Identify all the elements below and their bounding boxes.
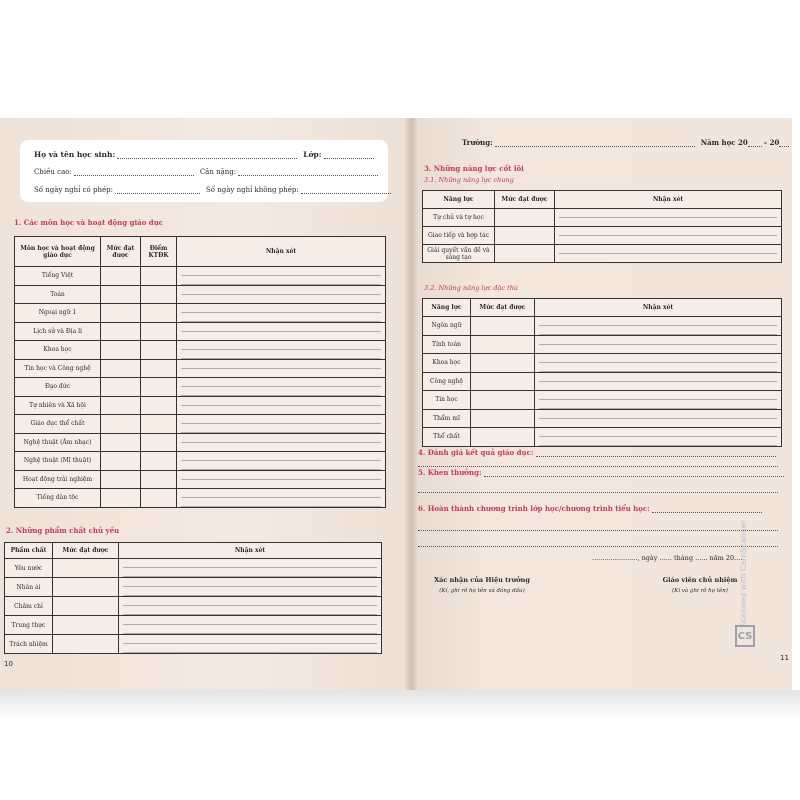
subject-value-cell[interactable]	[141, 341, 177, 360]
specific-competency-comment-lines	[539, 391, 777, 409]
specific-competency-comment-lines	[539, 354, 777, 372]
section-6-title: 6. Hoàn thành chương trình lớp học/chương trình tiểu học:	[418, 504, 650, 513]
subject-comment-cell[interactable]	[177, 452, 386, 471]
specific-competency-comment-cell[interactable]	[535, 354, 782, 373]
general-competency-row	[423, 209, 782, 227]
specific-competency-value-cell[interactable]	[471, 335, 535, 354]
height-weight-row	[34, 168, 378, 176]
general-competency-comment-lines	[559, 227, 777, 244]
subject-comment-lines	[181, 397, 381, 415]
specific-competency-row-label: Thể chất	[423, 428, 471, 447]
subject-row	[15, 415, 386, 434]
section-5-row	[418, 468, 784, 477]
subject-value-cell[interactable]	[101, 378, 141, 397]
subject-row-label: Giáo dục thể chất	[15, 415, 101, 434]
section-5-title: 5. Khen thưởng:	[418, 468, 482, 477]
quality-row-label: Nhân ái	[5, 578, 53, 597]
qualities-header-quality: Phẩm chất	[5, 543, 53, 559]
specific-competencies-table	[422, 298, 782, 447]
subject-comment-cell[interactable]	[177, 267, 386, 286]
specific-competency-comment-cell[interactable]	[535, 391, 782, 410]
subject-row	[15, 267, 386, 286]
quality-row	[5, 597, 382, 616]
general-competency-value-cell[interactable]	[495, 209, 555, 227]
specific-competency-row-label: Tính toán	[423, 335, 471, 354]
section-4-title: 4. Đánh giá kết quả giáo dục:	[418, 448, 534, 457]
subject-comment-cell[interactable]	[177, 341, 386, 360]
qualities-table-body	[5, 559, 382, 654]
specific-competency-comment-cell[interactable]	[535, 409, 782, 428]
subject-comment-lines	[181, 489, 381, 507]
specific-competency-row	[423, 335, 782, 354]
specific-competency-value-cell[interactable]	[471, 317, 535, 336]
subject-comment-cell[interactable]	[177, 322, 386, 341]
subject-comment-cell[interactable]	[177, 378, 386, 397]
subject-value-cell[interactable]	[101, 304, 141, 323]
specific-competency-row	[423, 391, 782, 410]
subject-value-cell[interactable]	[141, 359, 177, 378]
subject-comment-cell[interactable]	[177, 489, 386, 508]
specific-competency-row-label: Ngôn ngữ	[423, 317, 471, 336]
student-name-row	[34, 150, 374, 159]
subjects-header-subject: Môn học và hoạt động giáo dục	[15, 237, 101, 267]
specific-competency-row	[423, 372, 782, 391]
section-5-field[interactable]	[484, 470, 784, 477]
school-year-start-field[interactable]	[748, 140, 762, 147]
subject-row	[15, 341, 386, 360]
section-6-line-2[interactable]	[418, 524, 778, 531]
subject-value-cell[interactable]	[101, 322, 141, 341]
principal-note: (Kí, ghi rõ họ tên và đóng dấu)	[439, 588, 525, 594]
subject-value-cell[interactable]	[101, 341, 141, 360]
subject-value-cell[interactable]	[101, 470, 141, 489]
quality-value-cell[interactable]	[53, 616, 119, 635]
subject-row-label: Nghệ thuật (Mĩ thuật)	[15, 452, 101, 471]
subjects-header-level: Mức đạt được	[101, 237, 141, 267]
quality-comment-lines	[123, 559, 377, 577]
subject-row-label: Tiếng dân tộc	[15, 489, 101, 508]
section-3-title: 3. Những năng lực cốt lõi	[424, 164, 524, 173]
specific-competency-row	[423, 317, 782, 336]
specific-table-body	[423, 317, 782, 447]
general-competency-comment-cell[interactable]	[555, 245, 782, 263]
school-year-end-field[interactable]	[779, 140, 789, 147]
subject-comment-lines	[181, 415, 381, 433]
subjects-header-comment: Nhận xét	[177, 237, 386, 267]
subject-comment-lines	[181, 452, 381, 470]
general-competency-row	[423, 245, 782, 263]
student-info-box	[20, 140, 388, 202]
absent-excused-field[interactable]	[115, 187, 200, 194]
section-5-line-2[interactable]	[418, 486, 778, 493]
subject-row-label: Toán	[15, 285, 101, 304]
left-page	[0, 118, 412, 690]
general-header-competency: Năng lực	[423, 191, 495, 209]
specific-competency-comment-lines	[539, 410, 777, 428]
subjects-table-body	[15, 267, 386, 508]
subject-comment-lines	[181, 286, 381, 304]
school-field[interactable]	[495, 140, 695, 147]
subject-comment-cell[interactable]	[177, 396, 386, 415]
page-shadow	[0, 690, 800, 720]
subject-comment-lines	[181, 360, 381, 378]
general-competency-value-cell[interactable]	[495, 245, 555, 263]
general-competency-row	[423, 227, 782, 245]
subject-comment-lines	[181, 323, 381, 341]
quality-comment-cell[interactable]	[119, 559, 382, 578]
subject-value-cell[interactable]	[141, 267, 177, 286]
specific-competency-comment-cell[interactable]	[535, 317, 782, 336]
right-page-number: 11	[780, 654, 789, 662]
subject-comment-cell[interactable]	[177, 415, 386, 434]
subject-row	[15, 359, 386, 378]
quality-value-cell[interactable]	[53, 578, 119, 597]
specific-competency-comment-lines	[539, 317, 777, 335]
general-competency-row-label: Giải quyết vấn đề và sáng tạo	[423, 245, 495, 263]
subject-value-cell[interactable]	[141, 378, 177, 397]
qualities-header-level: Mức đạt được	[53, 543, 119, 559]
quality-value-cell[interactable]	[53, 635, 119, 654]
subject-comment-lines	[181, 434, 381, 452]
subject-row	[15, 489, 386, 508]
camscanner-watermark	[735, 520, 765, 670]
subject-comment-cell[interactable]	[177, 359, 386, 378]
subject-row	[15, 322, 386, 341]
subject-value-cell[interactable]	[101, 452, 141, 471]
section-4-row	[418, 448, 776, 457]
quality-value-cell[interactable]	[53, 597, 119, 616]
teacher-note: (Kí và ghi rõ họ tên)	[672, 588, 728, 594]
left-page-number: 10	[4, 660, 13, 668]
specific-competency-value-cell[interactable]	[471, 428, 535, 447]
specific-competency-row	[423, 428, 782, 447]
subject-value-cell[interactable]	[141, 396, 177, 415]
principal-title: Xác nhận của Hiệu trưởng	[434, 576, 530, 584]
subject-comment-cell[interactable]	[177, 285, 386, 304]
subject-row	[15, 304, 386, 323]
weight-field[interactable]	[238, 169, 378, 176]
subject-row	[15, 452, 386, 471]
subject-value-cell[interactable]	[101, 489, 141, 508]
specific-competency-row	[423, 409, 782, 428]
section-6-row	[418, 504, 762, 513]
general-competency-comment-cell[interactable]	[555, 209, 782, 227]
quality-row-label: Trách nhiệm	[5, 635, 53, 654]
school-row	[462, 138, 789, 147]
specific-competency-row-label: Công nghệ	[423, 372, 471, 391]
quality-row-label: Chăm chỉ	[5, 597, 53, 616]
general-competency-row-label: Giao tiếp và hợp tác	[423, 227, 495, 245]
subject-comment-lines	[181, 341, 381, 359]
subject-comment-lines	[181, 471, 381, 489]
principal-signature	[422, 576, 542, 594]
book-gutter	[404, 118, 418, 690]
qualities-table	[4, 542, 382, 654]
absence-row	[34, 186, 391, 194]
subject-value-cell[interactable]	[141, 433, 177, 452]
quality-comment-lines	[123, 597, 377, 615]
specific-competency-value-cell[interactable]	[471, 391, 535, 410]
section-4-field[interactable]	[536, 450, 776, 457]
quality-comment-cell[interactable]	[119, 597, 382, 616]
general-header-comment: Nhận xét	[555, 191, 782, 209]
subjects-header-score: Điểm KTĐK	[141, 237, 177, 267]
quality-row-label: Yêu nước	[5, 559, 53, 578]
quality-comment-lines	[123, 616, 377, 634]
specific-competency-comment-cell[interactable]	[535, 428, 782, 447]
general-competencies-table	[422, 190, 782, 263]
subject-comment-lines	[181, 267, 381, 285]
section-2-title: 2. Những phẩm chất chủ yếu	[6, 526, 120, 535]
specific-competency-comment-cell[interactable]	[535, 335, 782, 354]
subject-value-cell[interactable]	[101, 415, 141, 434]
weight-label: Cân nặng:	[199, 168, 237, 176]
subject-value-cell[interactable]	[141, 285, 177, 304]
specific-competency-comment-lines	[539, 373, 777, 391]
subject-value-cell[interactable]	[141, 470, 177, 489]
specific-header-comment: Nhận xét	[535, 299, 782, 317]
subject-value-cell[interactable]	[101, 433, 141, 452]
class-field[interactable]	[324, 152, 374, 159]
subject-row-label: Tiếng Việt	[15, 267, 101, 286]
specific-header-competency: Năng lực	[423, 299, 471, 317]
subject-value-cell[interactable]	[101, 267, 141, 286]
specific-competency-comment-lines	[539, 428, 777, 446]
quality-row	[5, 635, 382, 654]
quality-row	[5, 559, 382, 578]
subject-comment-cell[interactable]	[177, 304, 386, 323]
section-4-line-2[interactable]	[418, 460, 778, 467]
general-header-level: Mức đạt được	[495, 191, 555, 209]
subject-value-cell[interactable]	[101, 359, 141, 378]
subject-row-label: Ngoại ngữ 1	[15, 304, 101, 323]
specific-competency-value-cell[interactable]	[471, 354, 535, 373]
general-competency-comment-lines	[559, 209, 777, 226]
subject-value-cell[interactable]	[141, 322, 177, 341]
subject-row-label: Khoa học	[15, 341, 101, 360]
absent-unexcused-field[interactable]	[301, 187, 391, 194]
teacher-title: Giáo viên chủ nhiệm	[662, 576, 738, 584]
specific-competency-row-label: Thẩm mĩ	[423, 409, 471, 428]
section-1-title: 1. Các môn học và hoạt động giáo dục	[14, 218, 164, 227]
quality-comment-cell[interactable]	[119, 635, 382, 654]
qualities-header-comment: Nhận xét	[119, 543, 382, 559]
school-label: Trường:	[462, 138, 493, 147]
quality-row-label: Trung thực	[5, 616, 53, 635]
general-competency-comment-lines	[559, 245, 777, 262]
section-6-line-3[interactable]	[418, 540, 778, 547]
height-field[interactable]	[74, 169, 194, 176]
specific-competency-comment-cell[interactable]	[535, 372, 782, 391]
general-table-body	[423, 209, 782, 263]
school-year-label: Năm học 20	[700, 138, 748, 147]
general-competency-comment-cell[interactable]	[555, 227, 782, 245]
subject-row-label: Đạo đức	[15, 378, 101, 397]
subject-value-cell[interactable]	[141, 415, 177, 434]
specific-competency-row-label: Khoa học	[423, 354, 471, 373]
subject-comment-lines	[181, 304, 381, 322]
subject-row	[15, 433, 386, 452]
subject-value-cell[interactable]	[101, 396, 141, 415]
class-label: Lớp:	[303, 150, 322, 159]
subject-value-cell[interactable]	[141, 452, 177, 471]
absent-unexcused-label: Số ngày nghỉ không phép:	[205, 186, 299, 194]
specific-competency-row-label: Tin học	[423, 391, 471, 410]
subject-comment-cell[interactable]	[177, 433, 386, 452]
general-competency-row-label: Tự chủ và tự học	[423, 209, 495, 227]
quality-value-cell[interactable]	[53, 559, 119, 578]
school-year-separator: – 20	[763, 138, 780, 147]
student-name-label: Họ và tên học sinh:	[34, 150, 116, 159]
date-line: ......................, ngày ...... tháng ...... năm 20....	[592, 554, 743, 562]
subject-row	[15, 378, 386, 397]
specific-competency-comment-lines	[539, 336, 777, 354]
watermark-text: Scanned with CamScanner	[739, 520, 748, 628]
specific-competency-value-cell[interactable]	[471, 372, 535, 391]
subject-row-label: Lịch sử và Địa lí	[15, 322, 101, 341]
quality-row	[5, 616, 382, 635]
subject-row	[15, 470, 386, 489]
absent-excused-label: Số ngày nghỉ có phép:	[34, 186, 113, 194]
camscanner-logo-icon: CS	[735, 625, 755, 647]
subject-row	[15, 396, 386, 415]
subject-value-cell[interactable]	[101, 285, 141, 304]
subject-row	[15, 285, 386, 304]
specific-competency-value-cell[interactable]	[471, 409, 535, 428]
quality-comment-cell[interactable]	[119, 616, 382, 635]
height-label: Chiều cao:	[34, 168, 72, 176]
subject-row-label: Tự nhiên và Xã hội	[15, 396, 101, 415]
quality-comment-cell[interactable]	[119, 578, 382, 597]
quality-row	[5, 578, 382, 597]
subject-row-label: Tin học và Công nghệ	[15, 359, 101, 378]
subject-comment-cell[interactable]	[177, 470, 386, 489]
specific-header-level: Mức đạt được	[471, 299, 535, 317]
subject-comment-lines	[181, 378, 381, 396]
section-6-field[interactable]	[652, 506, 762, 513]
student-name-field[interactable]	[117, 152, 297, 159]
subject-value-cell[interactable]	[141, 489, 177, 508]
general-competency-value-cell[interactable]	[495, 227, 555, 245]
specific-competency-row	[423, 354, 782, 373]
quality-comment-lines	[123, 578, 377, 596]
subject-row-label: Hoạt động trải nghiệm	[15, 470, 101, 489]
section-3-2-title: 3.2. Những năng lực đặc thù	[424, 284, 519, 292]
section-3-1-title: 3.1. Những năng lực chung	[424, 176, 514, 184]
subject-value-cell[interactable]	[141, 304, 177, 323]
subjects-table	[14, 236, 386, 508]
subject-row-label: Nghệ thuật (Âm nhạc)	[15, 433, 101, 452]
quality-comment-lines	[123, 635, 377, 653]
